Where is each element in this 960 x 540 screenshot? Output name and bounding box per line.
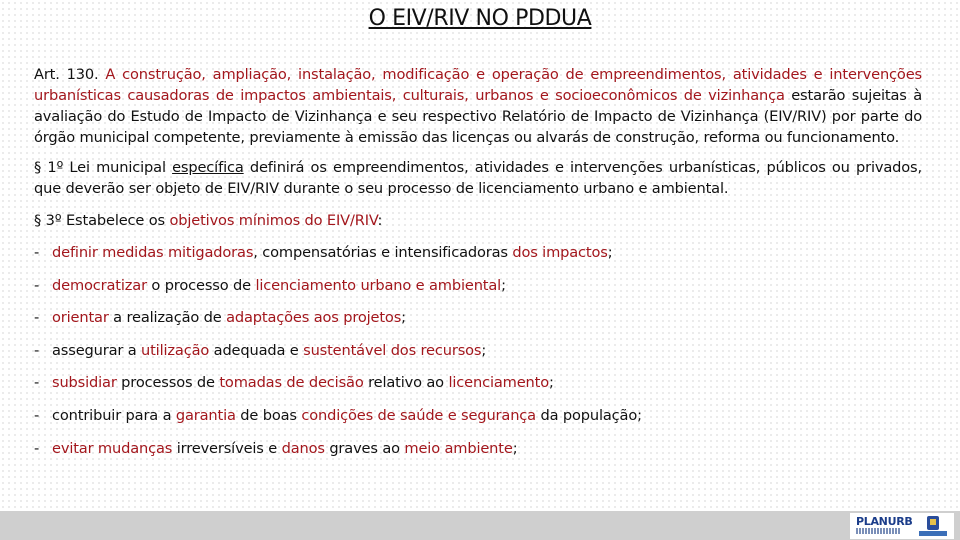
list-item: [34, 275, 922, 296]
paragraph-1-text-b: definirá os empreendimentos, atividades e intervenções urbanísticas, públicos ou privados, que deverão ser objeto de EIV/RIV durante o seu processo de licenciamento urbano e ambiental.: [34, 159, 922, 197]
list-dash: -: [34, 439, 40, 457]
item-text: ;: [548, 374, 554, 392]
item-highlight: dos impactos: [512, 244, 608, 261]
paragraph-1: [34, 157, 922, 199]
item-highlight: utilização: [141, 341, 210, 359]
footer-bar: [0, 511, 960, 540]
list-dash: -: [34, 374, 40, 392]
document-body: [34, 64, 922, 470]
list-item: [34, 340, 922, 361]
item-text: processos de: [116, 374, 220, 392]
item-text: adequada e: [209, 341, 304, 359]
item-text: da população;: [535, 406, 642, 424]
page-title: O EIV/RIV NO PDDUA: [368, 6, 592, 31]
item-highlight: licenciamento: [448, 374, 549, 392]
item-text: contribuir para a: [52, 406, 176, 424]
list-item: [34, 307, 922, 328]
item-text: graves ao: [324, 439, 405, 457]
item-highlight: adaptações aos projetos: [226, 309, 402, 327]
objectives-list: [34, 242, 922, 459]
item-highlight: tomadas de decisão: [219, 374, 364, 392]
item-text: ;: [481, 341, 487, 359]
item-text: assegurar a: [52, 341, 142, 359]
item-highlight: meio ambiente: [404, 439, 513, 457]
item-highlight: democratizar: [52, 276, 147, 294]
list-item: [34, 372, 922, 393]
item-text: ;: [512, 439, 518, 457]
list-item: [34, 405, 922, 426]
list-dash: -: [34, 341, 40, 359]
item-text: a realização de: [108, 309, 227, 327]
paragraph-3-text-a: § 3º Estabelece os: [34, 212, 170, 229]
item-highlight: danos: [281, 439, 325, 457]
article-130: [34, 64, 922, 148]
item-text: , compensatórias e intensificadoras: [253, 244, 513, 261]
list-dash: -: [34, 244, 40, 261]
item-text: o processo de: [146, 276, 256, 294]
article-label: Art. 130.: [34, 66, 106, 83]
item-text: irreversíveis e: [172, 439, 282, 457]
article-highlight: A construção, ampliação, instalação, modificação e operação de empreendimentos, atividades e intervenções urbanísticas causadoras de impactos ambientais, culturais, urbanos e socioeconômicos de vizinhança: [34, 66, 922, 104]
item-highlight: definir medidas mitigadoras: [52, 244, 254, 261]
list-item: [34, 242, 922, 263]
item-highlight: orientar: [52, 309, 109, 327]
item-highlight: evitar mudanças: [52, 439, 173, 457]
planurb-logo-subtitle: [856, 528, 900, 534]
list-dash: -: [34, 309, 40, 327]
city-seal-icon: [918, 515, 948, 537]
article-text: estarão sujeitas à avaliação do Estudo de Impacto de Vizinhança e seu respectivo Relatório de Impacto de Vizinhança (EIV/RIV) por parte do órgão municipal competente, previamente à emissão das licenças ou alvarás de construção, reforma ou funcionamento.: [34, 87, 922, 146]
paragraph-3-highlight: objetivos mínimos do EIV/RIV: [169, 212, 378, 229]
item-highlight: condições de saúde e segurança: [301, 406, 536, 424]
item-highlight: garantia: [175, 406, 236, 424]
item-highlight: licenciamento urbano e ambiental: [255, 276, 502, 294]
footer-logos: [850, 513, 954, 539]
item-text: de boas: [235, 406, 302, 424]
list-dash: -: [34, 406, 40, 424]
planurb-logo: PLANURB: [856, 515, 913, 528]
paragraph-1-text-a: § 1º Lei municipal: [34, 159, 173, 176]
paragraph-3-text-b: :: [377, 212, 383, 229]
list-dash: -: [34, 276, 40, 294]
item-text: relativo ao: [363, 374, 449, 392]
item-highlight: sustentável dos recursos: [303, 341, 482, 359]
paragraph-1-underlined: específica: [172, 159, 244, 176]
item-text: ;: [401, 309, 406, 327]
item-text: ;: [501, 276, 506, 294]
item-highlight: subsidiar: [52, 374, 117, 392]
item-text: ;: [607, 244, 613, 261]
paragraph-3: [34, 210, 922, 231]
list-item: [34, 438, 922, 459]
